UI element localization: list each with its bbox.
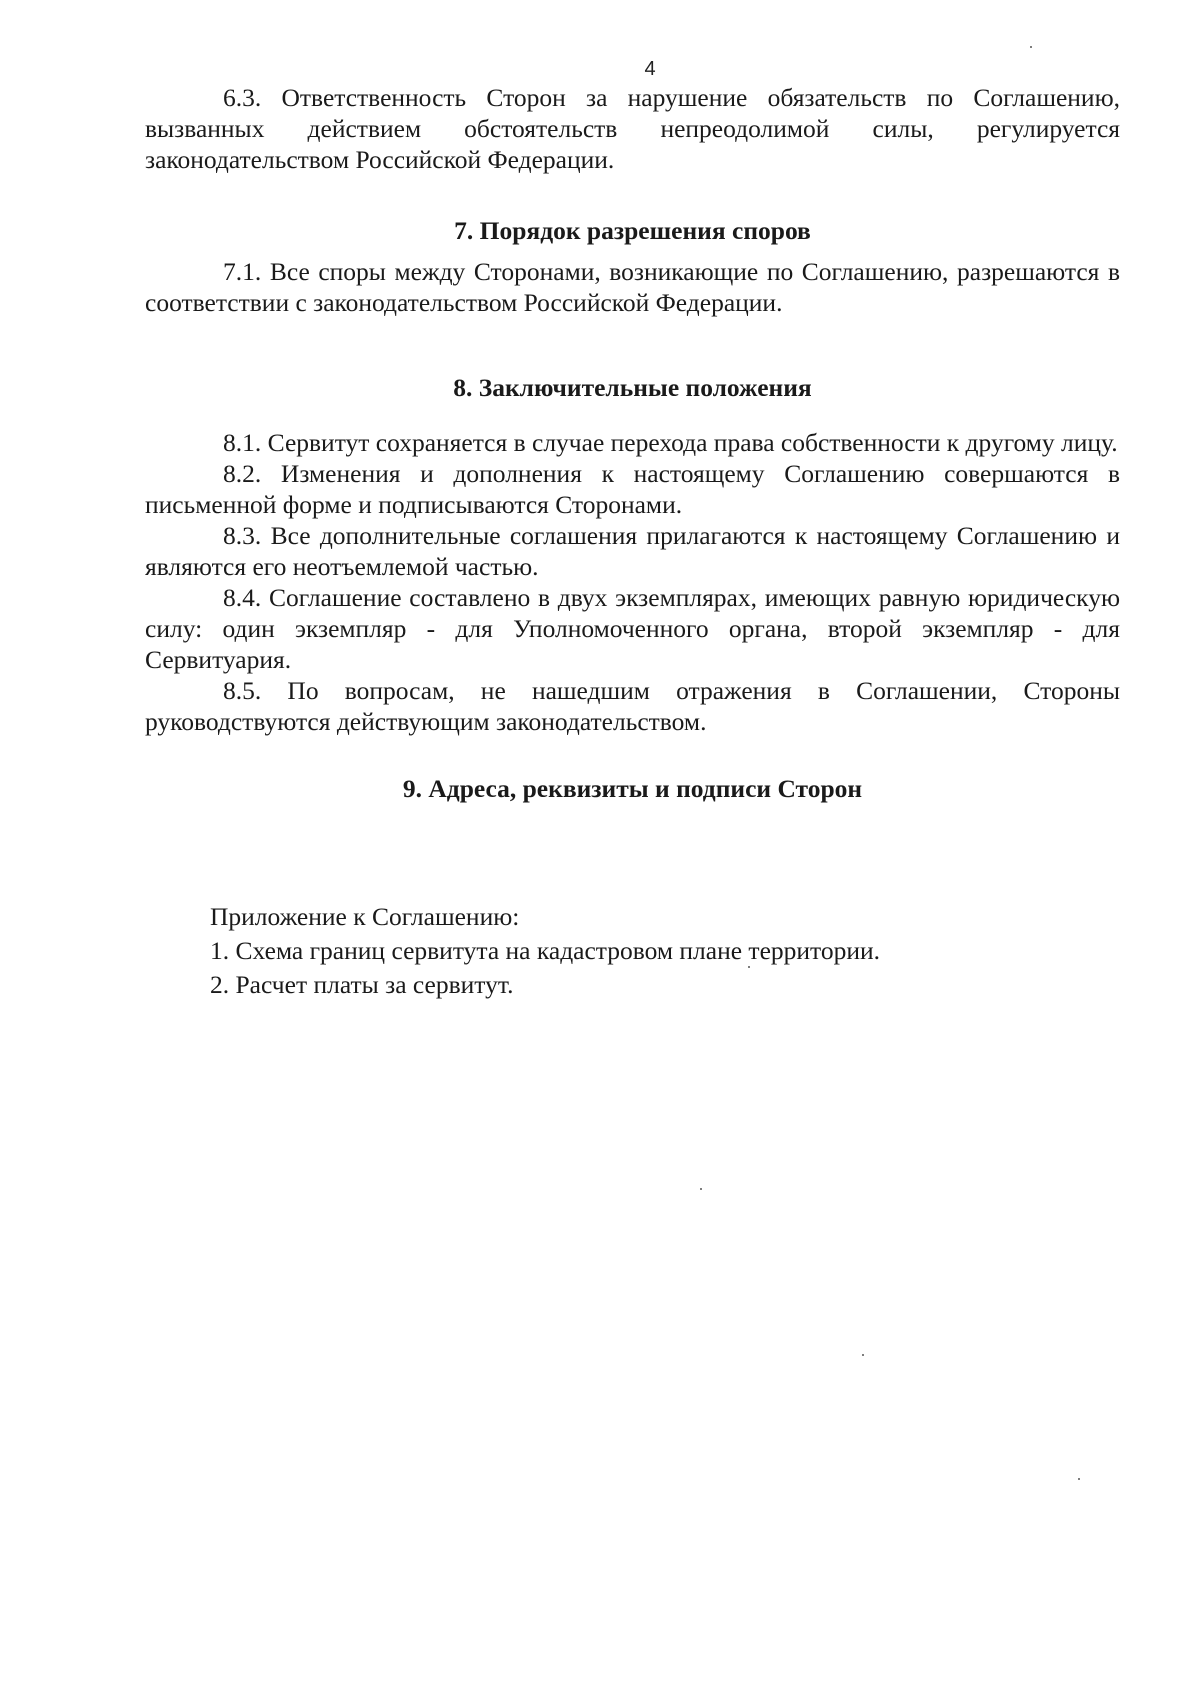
section-9-heading: 9. Адреса, реквизиты и подписи Сторон: [402, 774, 863, 803]
clause-8-1: 8.1. Сервитут сохраняется в случае перехода права собственности к другому лицу.: [223, 428, 1118, 457]
scan-speck: [862, 1354, 864, 1356]
document-body: [145, 82, 1120, 804]
appendix-list: [210, 900, 880, 1002]
clause-7-1: 7.1. Все споры между Сторонами, возникающие по Соглашению, разрешаются в соответствии с законодательством Российской Федерации.: [145, 257, 1120, 317]
scan-speck: [748, 966, 750, 968]
scan-speck: [1078, 1478, 1080, 1480]
clause-6-3: 6.3. Ответственность Сторон за нарушение обязательств по Соглашению, вызванных действием обстоятельств непреодолимой силы, регулируется законодательством Российской Федерации.: [145, 83, 1120, 174]
section-7-heading: 7. Порядок разрешения споров: [454, 216, 811, 245]
scan-speck: [700, 1188, 702, 1190]
clause-8-2: 8.2. Изменения и дополнения к настоящему Соглашению совершаются в письменной форме и подписываются Сторонами.: [145, 459, 1120, 519]
clause-8-5: 8.5. По вопросам, не нашедшим отражения в Соглашении, Стороны руководствуются действующим законодательством.: [145, 676, 1120, 736]
page-number: 4: [644, 58, 656, 80]
appendix-item: 1. Схема границ сервитута на кадастровом плане территории.: [210, 936, 881, 965]
appendix-title: Приложение к Соглашению:: [210, 902, 520, 931]
appendix-item: 2. Расчет платы за сервитут.: [210, 970, 514, 999]
scan-speck: [1030, 46, 1032, 48]
clause-8-4: 8.4. Соглашение составлено в двух экземплярах, имеющих равную юридическую силу: один экземпляр - для Уполномоченного органа, второй экземпляр - для Сервитуария.: [145, 583, 1120, 674]
clause-8-3: 8.3. Все дополнительные соглашения прилагаются к настоящему Соглашению и являются его неотъемлемой частью.: [145, 521, 1120, 581]
section-8-heading: 8. Заключительные положения: [453, 373, 812, 402]
